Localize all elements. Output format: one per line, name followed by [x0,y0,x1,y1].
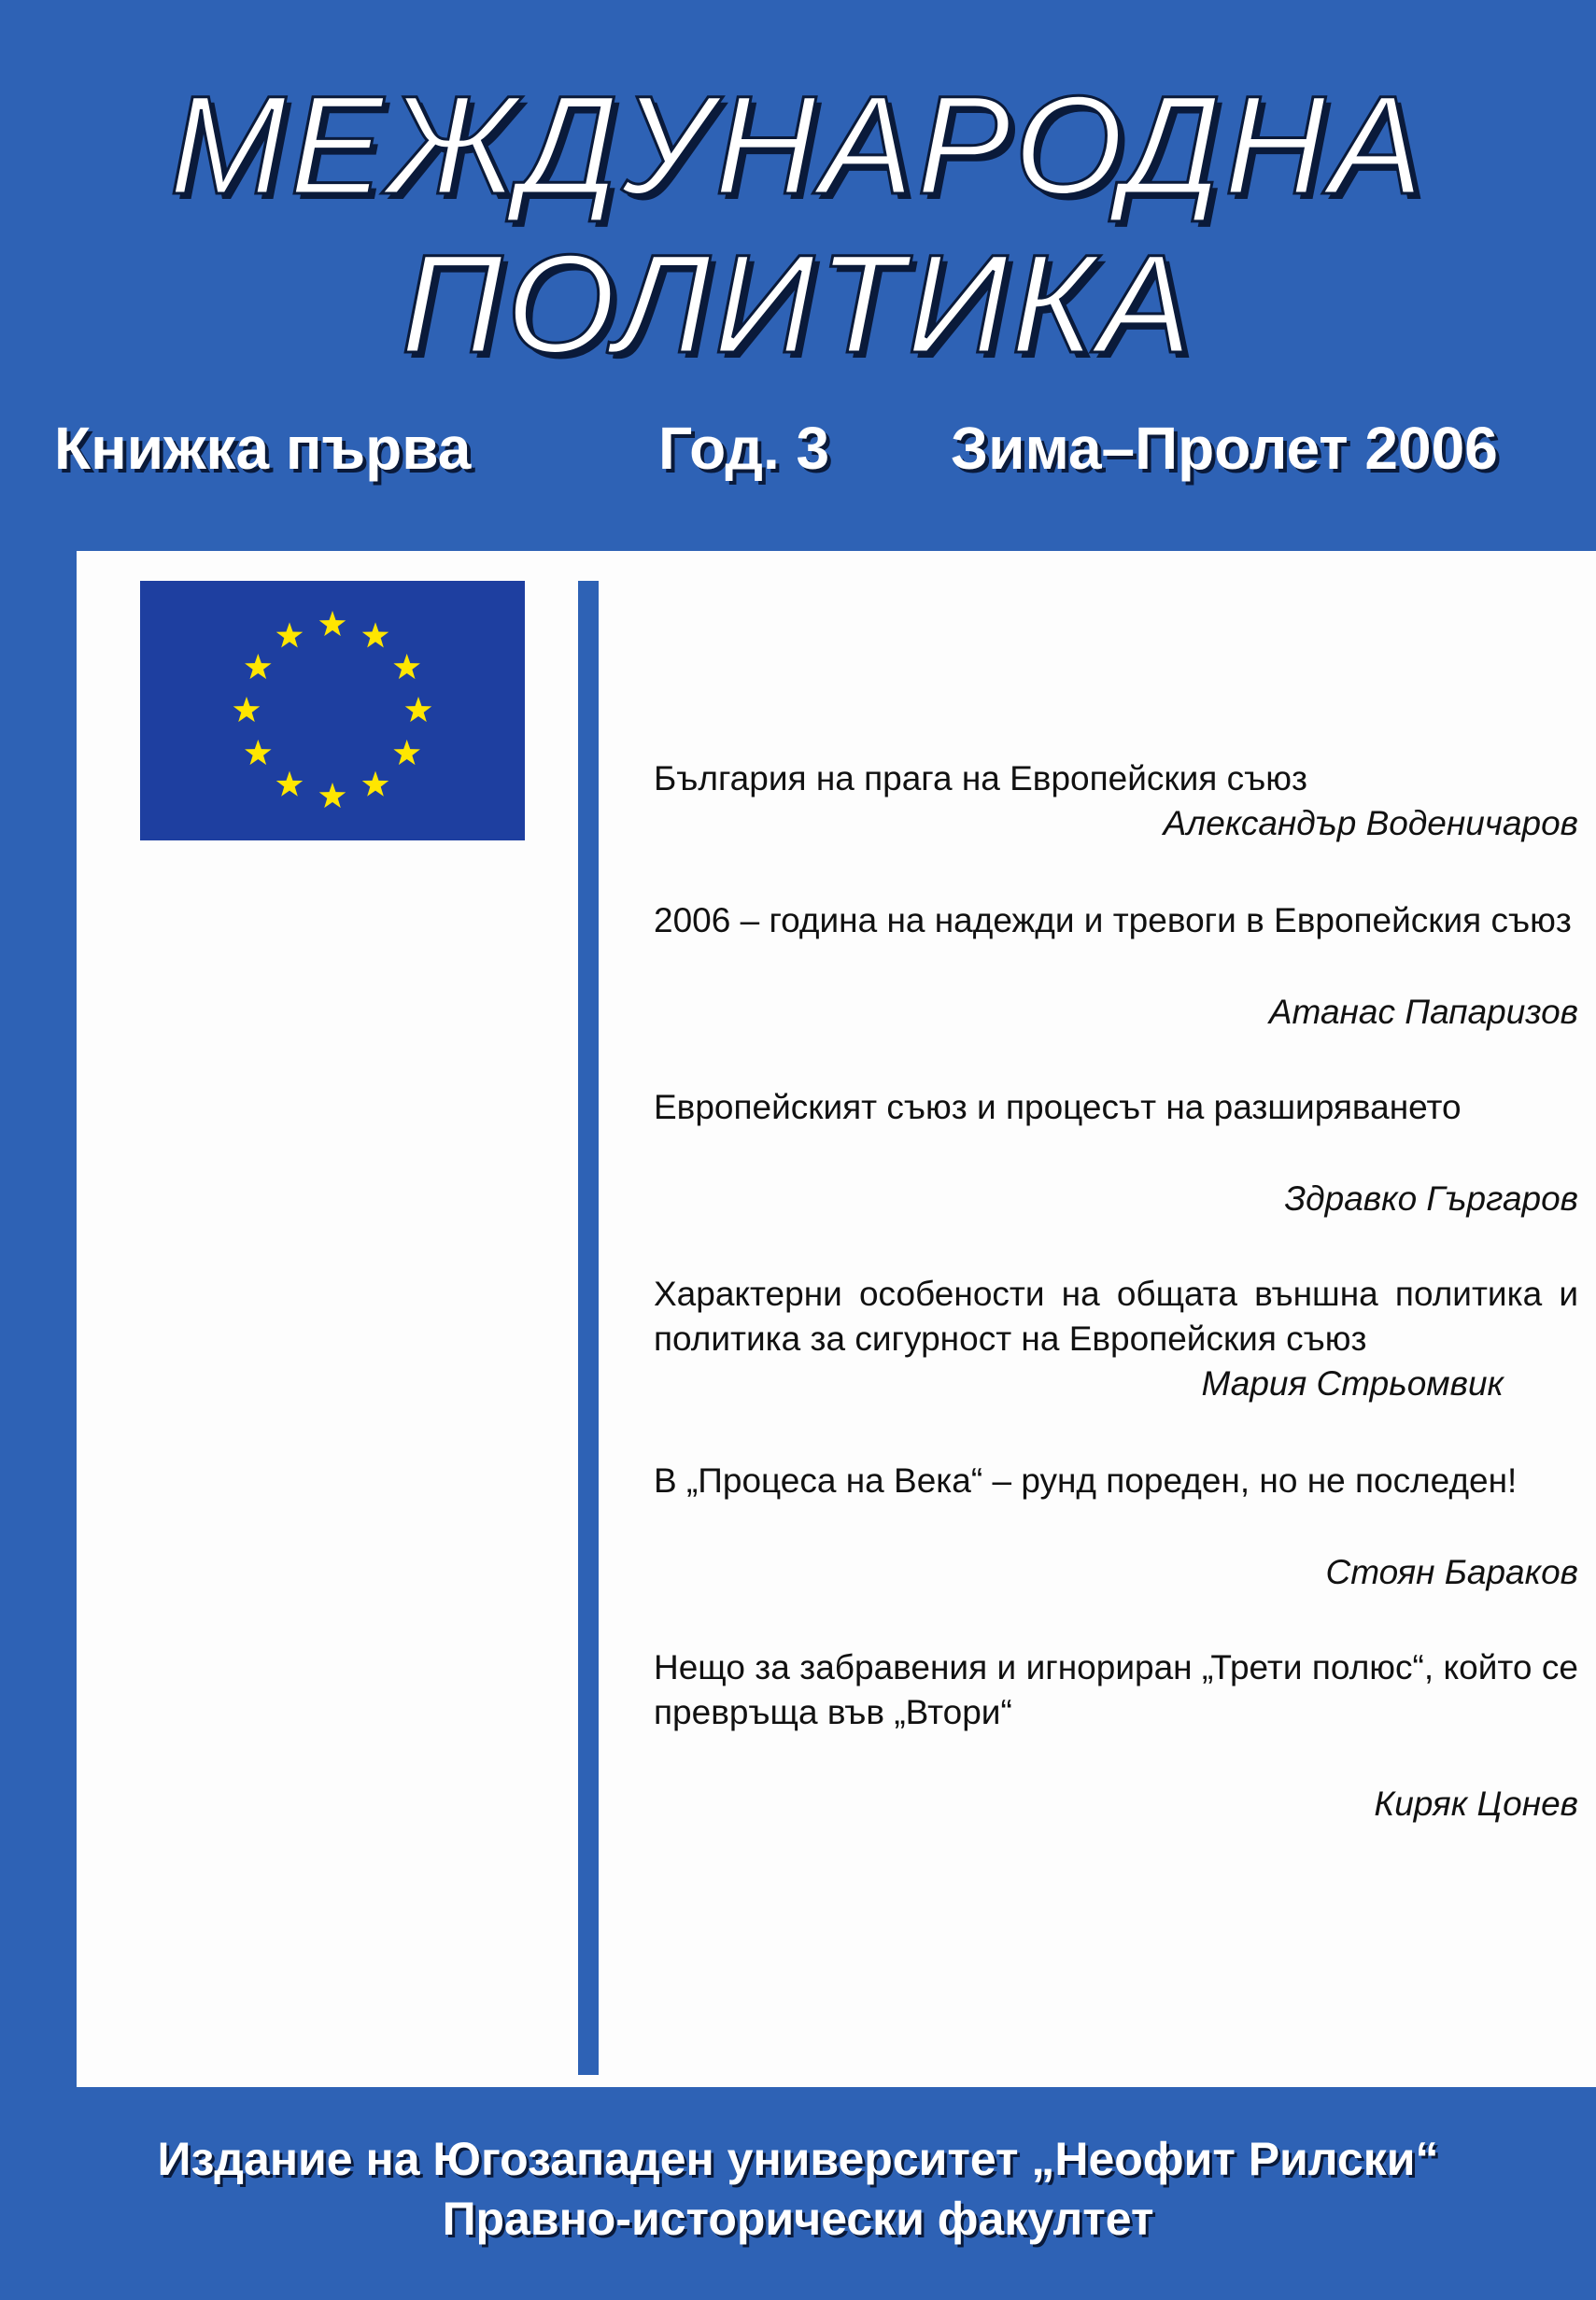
toc-entry [654,1645,1578,1827]
toc-entry [654,1459,1578,1595]
issue-book: Книжка първа [54,415,472,482]
article-title: Характерни особености на общата външна политика и политика за сигурност на Европейския съюз [654,1275,1578,1358]
article-title: България на прага на Европейския съюз [654,759,1307,797]
journal-title-line-1: МЕЖДУНАРОДНА [169,66,1427,223]
vertical-rule [578,581,599,2075]
article-title: 2006 – година на надежди и тревоги в Европейския съюз [654,901,1572,939]
article-title: В „Процеса на Века“ – рунд пореден, но не последен! [654,1461,1518,1500]
issue-year: Год. 3 [658,415,830,482]
toc-entry [654,756,1578,846]
publisher-line-1: Издание на Югозападен университет „Неофит Рилски“ [157,2133,1439,2185]
publisher-info [0,2129,1596,2249]
article-title: Европейският съюз и процесът на разширяването [654,1088,1462,1126]
article-author: Мария Стрьомвик [1201,1364,1504,1403]
toc-entry [654,1085,1578,1221]
publisher-line-2: Правно-исторически факултет [442,2193,1154,2245]
article-author: Александър Воденичаров [1163,804,1578,842]
article-title: Нещо за забравения и игнориран „Трети полюс“, който се превръща във „Втори“ [654,1648,1578,1731]
article-author: Киряк Цонев [1374,1785,1578,1823]
issue-season: Зима–Пролет 2006 [951,415,1498,482]
eu-flag-icon [140,581,525,840]
article-author: Стоян Бараков [1325,1553,1578,1591]
toc-entry [654,898,1578,1035]
article-author: Здравко Гъргаров [1284,1179,1578,1218]
issue-info [0,411,1596,486]
journal-title-line-2: ПОЛИТИКА [401,225,1195,382]
article-author: Атанас Папаризов [1268,993,1578,1031]
toc-entry [654,1272,1578,1406]
